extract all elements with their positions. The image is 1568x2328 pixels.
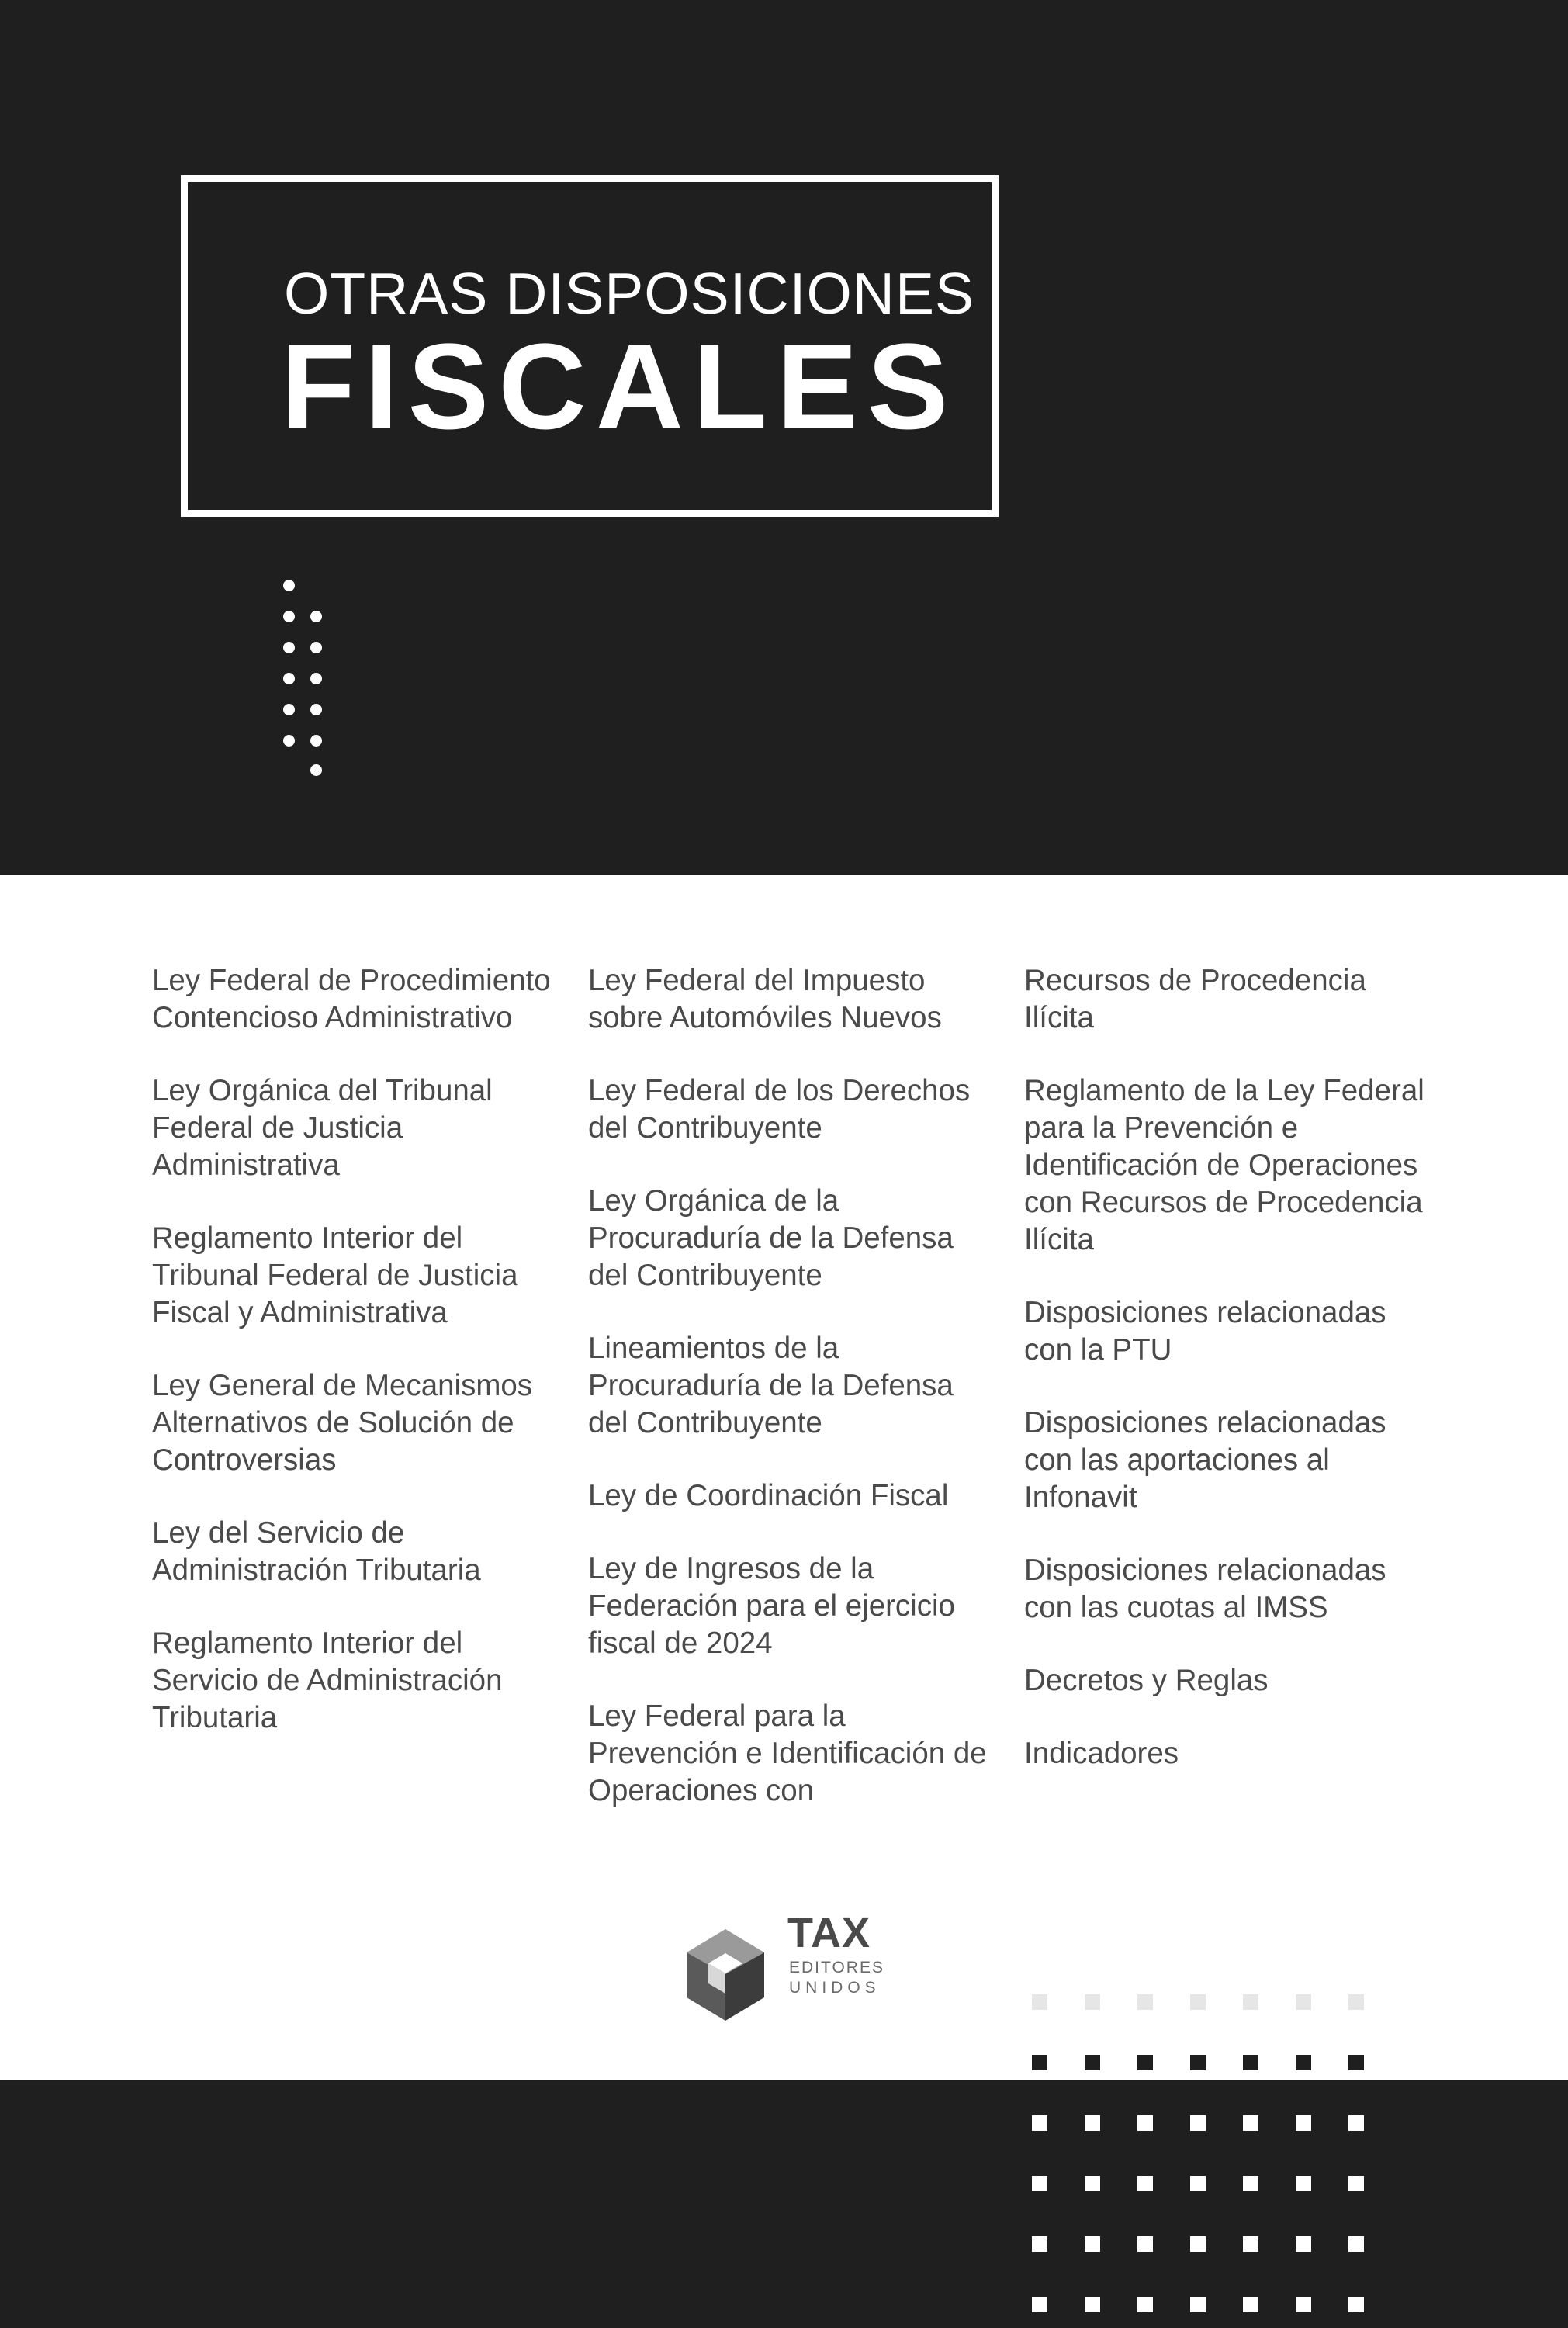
dot [283, 611, 295, 622]
publisher-logo [663, 1906, 884, 2038]
square [1348, 2176, 1364, 2191]
square [1296, 2176, 1311, 2191]
square [1032, 2176, 1047, 2191]
list-item: Reglamento Interior del Tribunal Federal de Justicia Fiscal y Administrativa [152, 1221, 518, 1329]
dot [310, 642, 322, 653]
list-item: Ley Orgánica del Tribunal Federal de Justicia Administrativa [152, 1074, 493, 1182]
square [1296, 2055, 1311, 2070]
publisher-line2: EDITORES [789, 1959, 884, 1976]
dot [310, 673, 322, 684]
square [1190, 2297, 1206, 2312]
list-item: Recursos de Procedencia Ilícita [1024, 964, 1366, 1034]
square [1190, 2236, 1206, 2252]
square [1085, 2176, 1100, 2191]
dot [310, 611, 322, 622]
square [1243, 2297, 1258, 2312]
dot [310, 764, 322, 776]
list-item: Reglamento Interior del Servicio de Administración Tributaria [152, 1626, 503, 1734]
list-item: Disposiciones relacionadas con las aportaciones al Infonavit [1024, 1406, 1386, 1514]
cube-logo-icon [663, 1906, 787, 2038]
square [1137, 2055, 1153, 2070]
dot [310, 704, 322, 715]
dot [310, 735, 322, 747]
list-item: Decretos y Reglas [1024, 1664, 1269, 1697]
contents-column-3 [1024, 962, 1428, 1808]
square [1085, 2115, 1100, 2131]
list-item: Ley Federal para la Prevención e Identificación de Operaciones con [588, 1699, 987, 1807]
list-item: Ley Orgánica de la Procuraduría de la Defensa del Contribuyente [588, 1184, 954, 1292]
square [1190, 2176, 1206, 2191]
square [1190, 1994, 1206, 2010]
square [1296, 2115, 1311, 2131]
square [1348, 2297, 1364, 2312]
contents-column-1 [152, 962, 556, 1772]
list-item: Disposiciones relacionadas con las cuotas al IMSS [1024, 1554, 1386, 1624]
square [1137, 2236, 1153, 2252]
square [1348, 1994, 1364, 2010]
dot [283, 704, 295, 715]
list-item: Ley Federal de los Derechos del Contribuyente [588, 1074, 971, 1145]
bottom-band [0, 2080, 1568, 2328]
square [1243, 1994, 1258, 2010]
square [1190, 2055, 1206, 2070]
list-item: Indicadores [1024, 1737, 1179, 1770]
dot [283, 673, 295, 684]
square [1032, 2115, 1047, 2131]
square [1032, 1994, 1047, 2010]
publisher-line3: UNIDOS [789, 1979, 881, 1997]
title-line2: FISCALES [281, 319, 958, 455]
square [1348, 2236, 1364, 2252]
list-item: Ley de Coordinación Fiscal [588, 1479, 949, 1512]
square [1243, 2055, 1258, 2070]
title-line1: OTRAS DISPOSICIONES [284, 261, 974, 326]
dot [283, 580, 295, 591]
publisher-name: TAX [787, 1910, 871, 1956]
square [1137, 2176, 1153, 2191]
square [1296, 2236, 1311, 2252]
contents-column-2 [588, 962, 992, 1845]
dot [283, 642, 295, 653]
square [1032, 2297, 1047, 2312]
list-item: Ley Federal de Procedimiento Contencioso Administrativo [152, 964, 551, 1034]
dot [283, 735, 295, 747]
square [1032, 2236, 1047, 2252]
list-item: Ley del Servicio de Administración Tributaria [152, 1516, 481, 1587]
square [1085, 2055, 1100, 2070]
list-item: Disposiciones relacionadas con la PTU [1024, 1296, 1386, 1367]
square [1348, 2115, 1364, 2131]
list-item: Reglamento de la Ley Federal para la Prevención e Identificación de Operaciones con Recursos de Procedencia Ilícita [1024, 1074, 1424, 1256]
square [1348, 2055, 1364, 2070]
square [1243, 2115, 1258, 2131]
square [1032, 2055, 1047, 2070]
square [1296, 1994, 1311, 2010]
title-frame [181, 175, 999, 517]
square [1190, 2115, 1206, 2131]
square [1137, 1994, 1153, 2010]
list-item: Ley General de Mecanismos Alternativos de Solución de Controversias [152, 1369, 533, 1477]
square [1085, 2236, 1100, 2252]
square [1243, 2176, 1258, 2191]
square [1085, 1994, 1100, 2010]
square [1085, 2297, 1100, 2312]
square [1137, 2115, 1153, 2131]
list-item: Ley Federal del Impuesto sobre Automóviles Nuevos [588, 964, 942, 1034]
list-item: Lineamientos de la Procuraduría de la Defensa del Contribuyente [588, 1332, 954, 1439]
square [1243, 2236, 1258, 2252]
square [1137, 2297, 1153, 2312]
list-item: Ley de Ingresos de la Federación para el ejercicio fiscal de 2024 [588, 1552, 955, 1660]
square [1296, 2297, 1311, 2312]
